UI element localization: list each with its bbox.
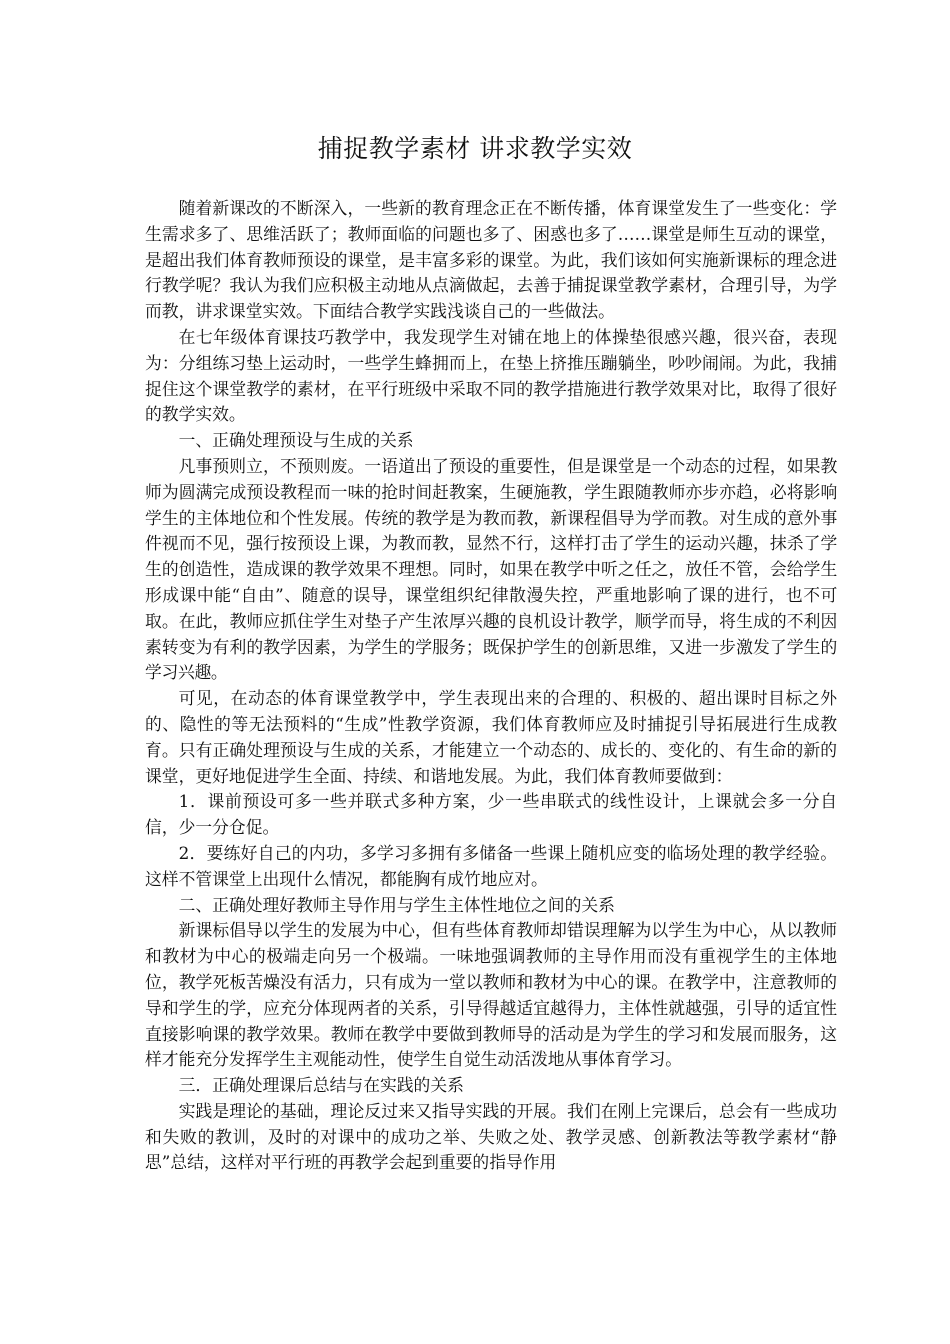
list-item-1: 1．课前预设可多一些并联式多种方案，少一些串联式的线性设计，上课就会多一分自信，少一分仓促。 xyxy=(145,791,837,838)
paragraph-case: 在七年级体育课技巧教学中，我发现学生对铺在地上的体操垫很感兴趣，很兴奋，表现为：分组练习垫上运动时，一些学生蜂拥而上，在垫上挤推压蹦躺坐，吵吵闹闹。为此，我捕捉住这个课堂教学的素材，在平行班级中采取不同的教学措施进行教学效果对比，取得了很好的教学实效。 xyxy=(145,326,837,425)
paragraph-intro: 随着新课改的不断深入，一些新的教育理念正在不断传播，体育课堂发生了一些变化：学生需求多了、思维活跃了；教师面临的问题也多了、困惑也多了……课堂是师生互动的课堂，是超出我们体育教师预设的课堂，是丰富多彩的课堂。为此，我们该如何实施新课标的理念进行教学呢？我认为我们应积极主动地从点滴做起，去善于捕捉课堂教学素材，合理引导，为学而教，讲求课堂实效。下面结合教学实践浅谈自己的一些做法。 xyxy=(145,198,837,322)
section-heading-3: 三．正确处理课后总结与在实践的关系 xyxy=(178,1075,464,1096)
document-title: 捕捉教学素材 讲求教学实效 xyxy=(317,134,633,163)
section-heading-2: 二、正确处理好教师主导作用与学生主体性地位之间的关系 xyxy=(178,894,615,915)
paragraph-section1-body: 凡事预则立，不预则废。一语道出了预设的重要性，但是课堂是一个动态的过程，如果教师为圆满完成预设教程而一味的抢时间赶教案，生硬施教，学生跟随教师亦步亦趋，必将影响学生的主体地位和个性发展。传统的教学是为教而教，新课程倡导为学而教。对生成的意外事件视而不见，强行按预设上课，为教而教，显然不行，这样打击了学生的运动兴趣，抹杀了学生的创造性，造成课的教学效果不理想。同时，如果在教学中听之任之，放任不管，会给学生形成课中能“自由”、随意的误导，课堂组织纪律散漫失控，严重地影响了课的进行，也不可取。在此，教师应抓住学生对垫子产生浓厚兴趣的良机设计教学，顺学而导，将生成的不利因素转变为有利的教学因素，为学生的学服务；既保护学生的创新思维，又进一步激发了学生的学习兴趣。 xyxy=(145,455,837,683)
paragraph-section1-conclusion: 可见，在动态的体育课堂教学中，学生表现出来的合理的、积极的、超出课时目标之外的、隐性的等无法预料的“生成”性教学资源，我们体育教师应及时捕捉引导拓展进行生成教育。只有正确处理预设与生成的关系，才能建立一个动态的、成长的、变化的、有生命的新的课堂，更好地促进学生全面、持续、和谐地发展。为此，我们体育教师要做到： xyxy=(145,688,837,786)
section-heading-1: 一、正确处理预设与生成的关系 xyxy=(178,430,414,451)
document-body xyxy=(145,196,837,1176)
paragraph-section2-body: 新课标倡导以学生的发展为中心，但有些体育教师却错误理解为以学生为中心，从以教师和教材为中心的极端走向另一个极端。一味地强调教师的主导作用而没有重视学生的主体地位，教学死板苦燥没有活力，只有成为一堂以教师和教材为中心的课。在教学中，注意教师的导和学生的学，应充分体现两者的关系，引导得越适宜越得力，主体性就越强，引导的适宜性直接影响课的教学效果。教师在教学中要做到教师导的活动是为学生的学习和发展而服务，这样才能充分发挥学生主观能动性，使学生自觉生动活泼地从事体育学习。 xyxy=(145,920,837,1070)
list-item-2: 2．要练好自己的内功，多学习多拥有多储备一些课上随机应变的临场处理的教学经验。这样不管课堂上出现什么情况，都能胸有成竹地应对。 xyxy=(145,842,837,889)
paragraph-section3-body: 实践是理论的基础，理论反过来又指导实践的开展。我们在刚上完课后，总会有一些成功和失败的教训，及时的对课中的成功之举、失败之处、教学灵感、创新教法等教学素材“静思”总结，这样对平行班的再教学会起到重要的指导作用 xyxy=(145,1100,837,1173)
